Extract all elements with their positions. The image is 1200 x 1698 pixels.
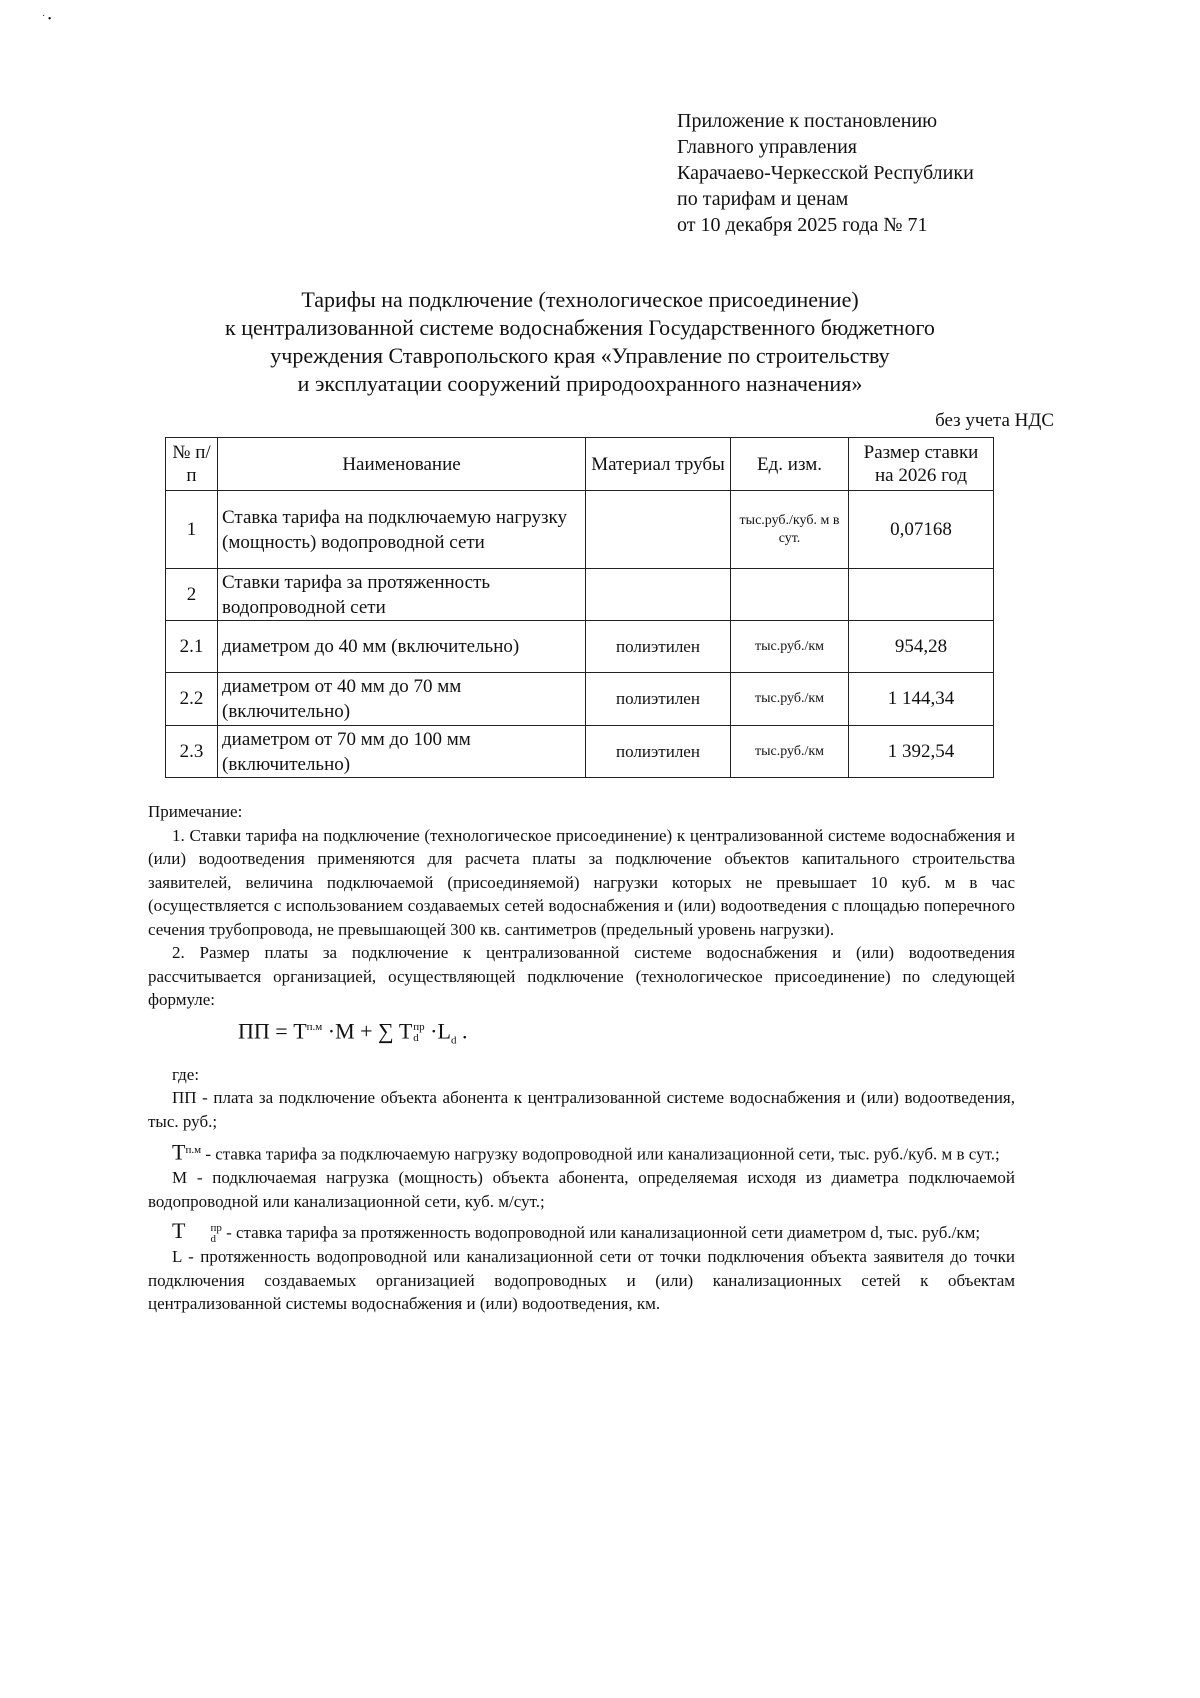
row-value: 954,28 [849, 621, 994, 673]
header-num: № п/п [166, 438, 218, 491]
note-1: 1. Ставки тарифа на подключение (технологическое присоединение) к централизованной системе водоснабжения и (или) водоотведения применяются для расчета платы за подключение объектов капитального строительства заявителей, величина подключаемой (присоединяемой) нагрузки которых не превышает 10 куб. м в час (осуществляется с использованием создаваемых сетей водоснабжения и (или) водоотведения с площадью поперечного сечения трубопровода, не превышающей 300 кв. сантиметров (предельный уровень нагрузки). [148, 825, 1015, 939]
notes-heading: Примечание: [148, 802, 243, 821]
appendix-line: Приложение к постановлению [677, 110, 938, 132]
row-material: полиэтилен [586, 673, 731, 726]
title-line: к централизованной системе водоснабжения Государственного бюджетного [225, 315, 935, 340]
row-material [586, 491, 731, 569]
symbol-indices [186, 1223, 221, 1245]
notes-section [148, 800, 1015, 1316]
row-name: диаметром от 70 мм до 100 мм (включительно) [218, 726, 586, 778]
appendix-line: Главного управления [677, 136, 857, 158]
where-label: где: [172, 1064, 200, 1084]
definition-text: - ставка тарифа за подключаемую нагрузку водопроводной или канализационной сети, тыс. руб./куб. м в сут.; [201, 1144, 1000, 1164]
row-num: 1 [166, 491, 218, 569]
formula-part: ·L [424, 1017, 451, 1043]
row-num: 2.1 [166, 621, 218, 673]
row-value: 1 144,34 [849, 673, 994, 726]
symbol: T [172, 1218, 186, 1244]
appendix-line: по тарифам и ценам [677, 188, 849, 210]
formula-part: ·M + ∑ T [322, 1017, 413, 1043]
row-num: 2.3 [166, 726, 218, 778]
row-unit [731, 569, 849, 621]
table-row [166, 726, 994, 778]
row-name: Ставка тарифа на подключаемую нагрузку (мощность) водопроводной сети [218, 491, 586, 569]
row-material [586, 569, 731, 621]
table-header-row [166, 438, 994, 491]
table-row [166, 491, 994, 569]
table-row [166, 569, 994, 621]
formula-sup: п.м [306, 1020, 323, 1033]
title-line: учреждения Ставропольского края «Управление по строительству [270, 343, 890, 368]
definition-text: - ставка тарифа за протяженность водопроводной или канализационной сети диаметром d, тыс. руб./км; [221, 1223, 981, 1243]
table-row [166, 621, 994, 673]
definition-pp: ПП - плата за подключение объекта абонента к централизованной системе водоснабжения и (или) водоотведения, тыс. руб.; [148, 1088, 1015, 1131]
formula-lhs: ПП [238, 1017, 270, 1043]
row-name: диаметром от 40 мм до 70 мм (включительно) [218, 673, 586, 726]
row-material: полиэтилен [586, 621, 731, 673]
row-name: Ставки тарифа за протяженность водопроводной сети [218, 569, 586, 621]
definition-t [148, 1139, 1015, 1166]
title-line: и эксплуатации сооружений природоохранного назначения» [297, 371, 863, 396]
symbol-sub: d [210, 1233, 216, 1246]
symbol-sup: пр [210, 1222, 222, 1235]
formula-part: = T [269, 1017, 307, 1043]
header-material: Материал трубы [586, 438, 731, 491]
definition-td [148, 1219, 1015, 1245]
formula-sub: d [450, 1034, 457, 1047]
row-unit: тыс.руб./км [731, 621, 849, 673]
row-name: диаметром до 40 мм (включительно) [218, 621, 586, 673]
row-value: 0,07168 [849, 491, 994, 569]
title-line: Тарифы на подключение (технологическое присоединение) [301, 287, 859, 312]
row-value: 1 392,54 [849, 726, 994, 778]
tariff-table [165, 437, 994, 778]
formula [238, 1016, 1015, 1053]
appendix-line: Карачаево-Черкесской Республики [677, 162, 974, 184]
note-2: 2. Размер платы за подключение к централизованной системе водоснабжения и (или) водоотведения рассчитывается организацией, осуществляющей подключение (технологическое присоединение) по следующей формуле: [148, 943, 1015, 1009]
appendix-line: от 10 декабря 2025 года № 71 [677, 214, 928, 236]
formula-sup: пр [413, 1020, 425, 1033]
definition-l: L - протяженность водопроводной или канализационной сети от точки подключения объекта заявителя до точки подключения создаваемых организацией водопроводных и (или) канализационных сетей к объектам централизованной системы водоснабжения и (или) водоотведения, км. [148, 1247, 1015, 1314]
appendix-header [677, 108, 974, 238]
header-value: Размер ставки на 2026 год [849, 438, 994, 491]
row-num: 2.2 [166, 673, 218, 726]
formula-part: . [456, 1017, 468, 1043]
table-row [166, 673, 994, 726]
formula-sub: d [413, 1031, 419, 1044]
formula-indices [413, 1022, 424, 1044]
document-title [120, 286, 1040, 398]
header-unit: Ед. изм. [731, 438, 849, 491]
row-unit: тыс.руб./км [731, 673, 849, 726]
definition-m: М - подключаемая нагрузка (мощность) объекта абонента, определяемая исходя из диаметра подключаемой водопроводной или канализационной сети, куб. м/сут.; [148, 1168, 1015, 1211]
symbol-sup: п.м [185, 1144, 202, 1157]
header-name: Наименование [218, 438, 586, 491]
row-num: 2 [166, 569, 218, 621]
row-unit: тыс.руб./км [731, 726, 849, 778]
vat-note: без учета НДС [935, 410, 1054, 431]
symbol: T [172, 1139, 186, 1165]
row-value [849, 569, 994, 621]
scan-mark: ˙ • [42, 14, 52, 25]
row-material: полиэтилен [586, 726, 731, 778]
row-unit: тыс.руб./куб. м в сут. [731, 491, 849, 569]
